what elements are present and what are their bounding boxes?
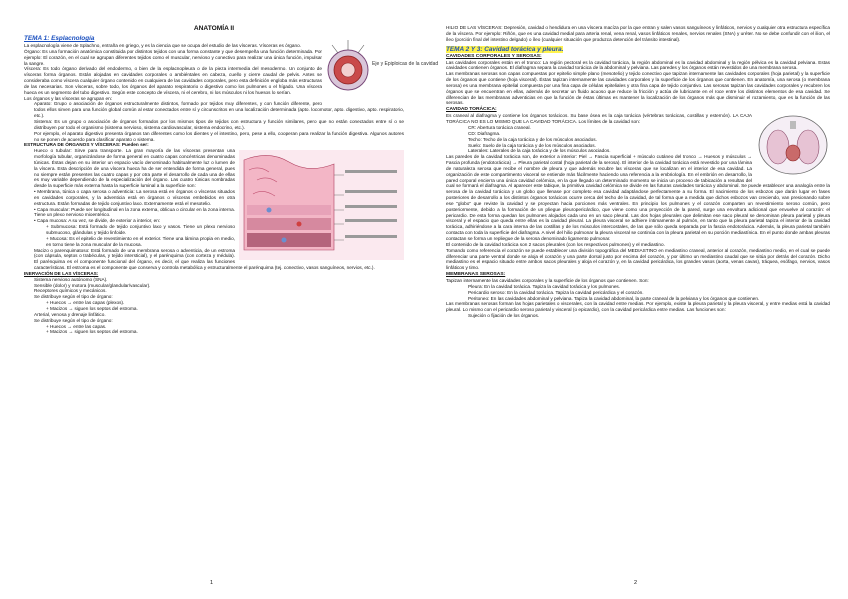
page-number-2: 2 bbox=[634, 580, 638, 586]
paragraph-agrupan: Los órganos y las vísceras se agrupan en: bbox=[24, 95, 113, 101]
paragraph-viscera: Víscera: Es todo órgano derivado del endodermo, o bien de la esplacnopleura o de la pieza intermedia del mesodermo. Un conjunto de vísceras forma órganos. Están alojadas en cavidades corporales o ambiéntales en cabeza, cuello y cierre caudal de pelvis. Antes se consideraba como víscera cualquier órgano contenido en cualquiera de las cavidades corporales, pero esta definición engloba más estructuras de las necesarias. Son vísceras, sobre todo, los órganos del aparato respiratorio o digestivo como los pulmones o el hígado. Una víscera hueca es un segmento del tubo digestivo. Según este concepto de víscera, ni el cerebro, ni los músculos ni los huesos lo serían. bbox=[24, 66, 322, 95]
paragraph-toracica: Es craneal al diafragma y contiene los órganos torácicos. Su base ósea es la caja torácica (vértebras torácicas, costillas y esternón). LA CAJA TORÁCICA NO ES LO MISMO QUE LA CAVIDAD TORÁCICA. Los límites de la cavidad son: bbox=[446, 113, 752, 125]
paragraph-organo: Órgano: Es una formación anatómica constituida por distintos tejidos con una forma constante y que desempeña una función determinada. Por ejemplo: El corazón, en el cual se agrupan diferentes tejidos como el muscular, nervioso y conectivo para realizar una única función, impulsar la sangre. bbox=[24, 48, 322, 66]
list-item: Peritoneo: En las cavidades abdominal y pelviana. Tapiza la cavidad abdominal, la parte craneal de la pelviana y los órganos que contienen. bbox=[468, 295, 760, 301]
paragraph-ejemplo: Por ejemplo, el aparato digestivo presenta órganos tan diferentes como los dientes y el intestino, pero, pese a ello, cooperan para realizar la función digestiva. Algunos autores no se ponen de acuerdo para clasificar aparato o sistema. bbox=[34, 130, 404, 142]
paragraph-final: Las membranas serosas forman las hojas parietales o viscerales, con la cavidad entre medias. Por ejemplo, existe la pleura parietal y la pleura visceral, y entre medias está la cavidad pleural. Lo mismo con el pericardio seroso parietal y visceral (o epicardio), con la cavidad pericárdica entre medias. Las funciones son: bbox=[446, 301, 830, 313]
list-item: CR: Abertura torácica craneal. bbox=[468, 124, 531, 130]
list-item: Suelo: Suelo de la caja torácica y de los músculos asociados. bbox=[468, 142, 596, 148]
paragraph-capa-muscular: • Capa muscular: Puede ser longitudinal en la zona externa, oblicua o circular en la zona interna. Tiene un plexo nervioso mioentérico. bbox=[34, 206, 235, 218]
heading-inervacion: INERVACIÓN DE LAS VÍSCERAS: bbox=[24, 270, 99, 276]
list-item: Receptores químicos y mecánicos. bbox=[34, 288, 107, 294]
paragraph-serosas-intro: Tapizan internamente las cavidades corporales y la superficie de los órganos que contienen. Son: bbox=[446, 278, 649, 284]
list-item: Sensible (dolor) y motora (muscular/glandular/vascular). bbox=[34, 282, 151, 288]
heading-estructura: ESTRUCTURA DE ÓRGANOS Y VÍSCERAS: Pueden ser: bbox=[24, 142, 149, 148]
page-number-1: 1 bbox=[210, 580, 214, 586]
list-item: Pleura: En la cavidad torácica. Tapiza la cavidad torácica y los pulmones. bbox=[468, 283, 621, 289]
paragraph-submucosa: + Submucosa: Está formado de tejido conjuntivo laxo y vasos. Tiene un plexo nervioso submucoso, glándulas y tejido linfoide. bbox=[46, 224, 235, 235]
paragraph-mucosa: + Mucosa: Es el epitelio de revestimiento en el exterior. Tiene una lámina propia en medio, en torno tiene la zona muscular de la mucosa. bbox=[46, 235, 235, 247]
paragraph-membrana-tunica: • Membrana, túnica o capa serosa o adventicia: La serosa está en órganos o vísceras situados en cavidades corporales, y la adventicia está en órganos o vísceras embebidos en otra estructura. Están formadas de tejido conjuntivo laxo. Externamente está el mesotelio. bbox=[34, 189, 235, 206]
paragraph-membranas: Las membranas serosas son capas compuestas por epitelio simple plano (mesotelio) y tejido conectivo que tapizan internamente las cavidades corporales (hoja parietal) y la superficie de los órganos que contiene (hoja visceral). Éstas tapizan internamente las cavidades corporales y la superficie de los órganos que contienen. En anatomía, una serosa (o membrana serosa) es una membrana epitelial compuesta por una fina capa de células epiteliales y otra fina capa de tejido conjuntivo. Las serosas tapizan las cavidades corporales y recubren los órganos que se encuentran en ellas, además de secretar un fluido acuoso que reduce la fricción y actúa de lubricante en el roce entre los distintos elementos de esa cavidad. Se diferencian de las membranas adventicias en que la función de éstas últimas es mantener la localización de los órganos más que disminuir el rozamiento, que es la función de las serosas. bbox=[446, 71, 830, 106]
figure-thorax bbox=[756, 113, 830, 177]
list-item: Sujeción o fijación de los órganos. bbox=[468, 313, 540, 319]
paragraph-hueco-tubular: Hueco o tubular: Sirve para transporte. La gran mayoría de las vísceras presentan una morfología tubular, organizándose de forma general en cuatro capas concéntricas denominadas túnicas. Éstas dejan en su interior un espacio vacío denominado habitualmente luz o lumen de la víscera. Esta descripción de una víscera hueca ha de ser entendida de forma general, pues no siempre están presentes las cuatro capas y por otra parte el desarrollo de cada una de ellas es muy variable dependiendo de la especialización del órgano. Las cuatro túnicas nombradas desde la superficie más externa hasta la superficie luminal a la superficie son: bbox=[34, 148, 235, 189]
figure-caption: Eje y Epiploicas de la cavidad bbox=[372, 61, 439, 67]
paragraph-cavidades: Las cavidades corporales están en el tronco: La región pectoral es la cavidad torácica, la región abdominal es la cavidad abdominal y la región pélvica es la cavidad pelviana. Estas cavidades contienen órganos. El diafragma separa la cavidad torácica de la abdominal y pelviana. Las paredes y los órganos están revestidos de una membrana serosa. bbox=[446, 59, 830, 71]
paragraph-capa-mucosa: • Capa mucosa: A su vez, se divide, de exterior a interior, en: bbox=[34, 218, 161, 224]
list-item: Techo: Techo de la caja torácica y de los músculos asociados. bbox=[468, 136, 597, 142]
list-item: Sistema nervioso autónomo (SNA). bbox=[34, 276, 108, 282]
paragraph-macizo: Macizo o parenquimatoso: Está formado de una membrana serosa o adventicia, de un estroma (con cápsula, septos o trabéculas, y tejido intersticial), y el parénquima (con corteza y médula). El parénquima es el componente funcional del órgano, es decir, el que realiza las funciones características. El estroma es el componente que conserva y controla metabólica y estructuralmente el parénquima (tej. conectivo, vasos sanguíneos, nervios, etc.). bbox=[34, 247, 375, 271]
figure-cross-section bbox=[326, 35, 439, 105]
list-item: Se distribuye según el tipo de órgano: bbox=[34, 294, 113, 300]
list-serosas bbox=[446, 284, 830, 302]
bullet-sistema: Sistema: Es un grupo o asociación de órganos formados por los mismos tipos de tejidos con estructura y función similares, pero que no están conectados entre sí o se distribuyen por todo el organismo (sistema nervioso, sistema cardiovascular, sistema endocrino, etc.). bbox=[34, 118, 404, 130]
section-heading-2-text: TEMA 2 Y 3: Cavidad torácica y pleura. bbox=[446, 45, 564, 53]
document-title: ANATOMÍA II bbox=[193, 25, 235, 32]
heading-cavidades: CAVIDADES CORPORALES Y SEROSAS: bbox=[446, 53, 542, 59]
list-item: Pericardio seroso: En la cavidad torácica. Tapiza la cavidad pericárdica y el corazón. bbox=[468, 289, 644, 295]
heading-cavidad-toracica: CAVIDAD TORÁCICA: bbox=[446, 107, 497, 113]
paragraph-hilio: HILIO DE LAS VÍSCERAS: Depresión, cavidad o hendidura en una víscera macíza por la que entran y salen vasos sanguíneos y linfáticos, nervios y cualquier otra estructura específica de la víscera. Por ejemplo: Riñón, que es una cavidad medial para arteria renal, vena renal, vasos linfáticos renales, nervios renales (SNA) y uréter. No se debe confundir con el ilion, el íleo (porción final del intestino delgado) o íleo (cualquier situación que produzca detención del tránsito intestinal). bbox=[446, 25, 830, 42]
list-inervacion bbox=[24, 277, 404, 335]
page-2 bbox=[424, 0, 848, 599]
bullet-aparato: Aparato: Grupo o asociación de órganos estructuralmente distintos, formado por tejidos muy diferentes, y con función diferente, pero todos ellos sirven para una función global común al estar conectados entre sí y circunscritos en una localización determinada (apto. locomotor, apto. digestivo, apto. respiratorio, etc.). bbox=[34, 101, 404, 119]
paragraph-intro: La esplacnología viene de Splachno, entraña en griego, y es la ciencia que se ocupa del estudio de las vísceras. Vísceras es órgano. bbox=[24, 43, 301, 48]
list-item: CD: Diafragma. bbox=[468, 130, 501, 136]
list-item: + Macizos → siguen los septos del estroma. bbox=[46, 329, 138, 335]
list-item: + Huecos → entre las capas. bbox=[46, 323, 107, 329]
section-heading-1: TEMA 1: Esplacnología bbox=[24, 35, 95, 42]
paragraph-paredes: Las paredes de la cavidad torácica son, de exterior a interior: Piel → Fascia superficial + músculo cutáneo del tronco → Huesos y músculos → Fascia profunda (endotorácica) → Pleura parietal costal (hoja parietal de la serosa). El interior de la cavidad torácica está revestido por una lámina de naturaleza serosa que recibe el nombre de pleura y que además recubre las vísceras que se localizan en el interior de esa cavidad. La organización de este compartimento visceral se entiende más fácilmente haciendo una referencia a la embriología. En el embrión en desarrollo, la pared corporal encierra una única cavidad celómica, en la que llegado un determinado momento se inicia un proceso de tabicación a resultas del cual se formará el diafragma. Al aparecer este tabique, la primitiva cavidad celómica se divide en las futuras cavidades torácica y abdominal. Se puede establecer una analogía entre la serosa de la cavidad torácica y un globo que llenase por completo esa cavidad adaptándose perfectamente a su forma. El nacimiento de los esbozos que darán lugar en fases posteriores de desarrollo a los distintos órganos torácicos ocurre cerca del techo de la cavidad, de tal forma que a medida que dichos esbozos van creciendo, van presionando sobre ese "globo" que reviste la cavidad y se proyectan hacia porciones más ventrales. En principio los pulmones y el corazón comparten un revestimiento seroso común, pero posteriormente, debido a la formación de un pliegue pleuropericárdico, que viene como una proyección de la pared, surge una envoltura adicional que envuelve al corazón: el pericardio. De esta forma quedan los pulmones alojados cada uno en un saco pleural. Las dos hojas pleurales que delimitan ese saco pleural se denominan pleura parietal y pleura visceral y el espacio que queda entre ellas es la cavidad pleural. La pleura visceral se adhiere íntimamente al pulmón, en tanto que la pleura parietal tapiza el interior de la cavidad torácica, adhiriéndose a la cara interna de las costillas y de los músculos intercostales, de las que sólo queda separada por la fascia endotorácica. Además, la pleura parietal también contacta con toda la superficie del diafragma. A nivel del hilio pulmonar la pleura visceral se continúa con la pleura parietal en su porción mediastínica. En el punto donde ambas pleuras contactan se forma un repliegue de la serosa denominado ligamento pulmonar. bbox=[446, 154, 830, 241]
section-heading-2 bbox=[446, 46, 830, 53]
list-item: Laterales: Laterales de la caja torácica y de los músculos asociados. bbox=[468, 148, 611, 154]
list-item: + Huecos → entre las capas (plexos). bbox=[46, 300, 125, 306]
list-item: Se distribuye según el tipo de órgano: bbox=[34, 317, 113, 323]
list-item: Arterial, venosa y drenaje linfático. bbox=[34, 311, 106, 317]
heading-membranas-serosas: MEMBRANAS SEROSAS: bbox=[446, 272, 506, 278]
paragraph-mediastino: Tomando como referencia el corazón se puede establecer una división topográfica del MEDIASTINO en mediastino craneal, anterior al corazón, mediastino medio, en el cual se puede diferenciar una parte ventral donde se aloja el corazón y una parte dorsal justo por encima del corazón, y por último un mediastino caudal que se sitúa por detrás del corazón. Dicho mediastino es el espacio situado entre ambos sacos pleurales y aloja el corazón y, en la cavidad pericárdica, los grandes vasos (aorta, venas cavas), tráquea, esófago, nervios, vasos linfáticos y timo. bbox=[446, 247, 830, 271]
list-item: + Macizos → siguen los septos del estroma. bbox=[46, 305, 138, 311]
paragraph-contenido: El contenido de la cavidad torácica son 2 sacos pleurales (con los respectivos pulmones) y el mediastino. bbox=[446, 241, 665, 247]
figure-tunics bbox=[239, 150, 404, 260]
